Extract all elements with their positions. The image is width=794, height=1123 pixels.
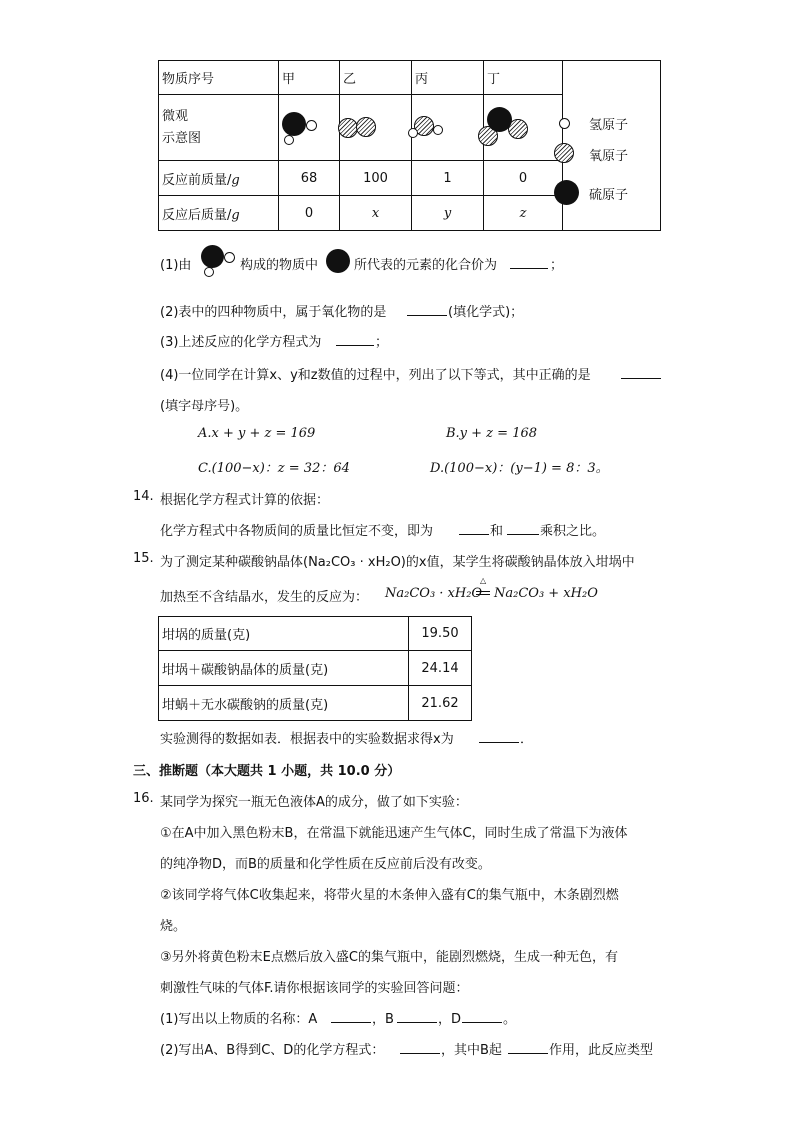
legend-oxygen — [554, 143, 654, 165]
q15-line1: 为了测定某种碳酸钠晶体(Na₂CO₃ · xH₂O)的x值，某学生将碳酸钠晶体放入坩埚中 — [160, 555, 635, 570]
mass-value: 19.50 — [409, 617, 472, 651]
col-jia: 甲 — [279, 61, 340, 95]
h2s-molecule-icon — [199, 243, 239, 279]
answer-blank[interactable] — [336, 345, 374, 346]
molecule-jia-icon — [280, 110, 320, 150]
table-header-label: 物质序号 — [159, 61, 279, 95]
q16-line1: 某同学为探究一瓶无色液体A的成分，做了如下实验： — [160, 795, 468, 810]
q16-number: 16. — [133, 791, 154, 806]
q13-p1-d: ； — [550, 258, 564, 273]
q16-line7: 刺激性气味的气体F.请你根据该同学的实验回答问题： — [160, 981, 469, 996]
mass-value: 24.14 — [409, 651, 472, 686]
option-b: B.y + z = 168 — [446, 426, 538, 441]
q13-p3-end: ； — [375, 335, 389, 350]
q15-line3-end: ． — [520, 732, 534, 747]
q13-p2-end: (填化学式)； — [448, 305, 524, 320]
after-bing: y — [412, 196, 484, 231]
mass-label: 坩埚的质量(克) — [159, 617, 409, 651]
table-row — [159, 651, 472, 686]
before-bing: 1 — [412, 161, 484, 196]
after-jia: 0 — [279, 196, 340, 231]
legend-h-label: 氢原子 — [589, 118, 629, 133]
after-yi: x — [340, 196, 412, 231]
q14-line2-c: 乘积之比。 — [540, 524, 606, 539]
legend-hydrogen — [557, 114, 657, 132]
answer-blank[interactable] — [397, 1022, 437, 1023]
answer-blank[interactable] — [459, 534, 489, 535]
answer-blank[interactable] — [400, 1053, 440, 1054]
answer-blank[interactable] — [479, 742, 519, 743]
micro-label-cell — [159, 95, 279, 161]
q13-p1-c: 所代表的元素的化合价为 — [354, 258, 498, 273]
q16-line9-c: 作用，此反应类型 — [549, 1043, 654, 1058]
table-row — [159, 617, 472, 651]
row-after-unit: g — [231, 207, 240, 223]
before-jia: 68 — [279, 161, 340, 196]
q16-line8-b: ，B — [372, 1012, 394, 1027]
mass-value: 21.62 — [409, 686, 472, 721]
q13-p1-a: (1)由 — [160, 258, 192, 273]
q16-line5: 烧。 — [160, 919, 187, 934]
q15-line2: 加热至不含结晶水，发生的反应为： — [160, 590, 369, 605]
equals-line-top — [476, 591, 490, 592]
q16-line4: ②该同学将气体C收集起来，将带火星的木条伸入盛有C的集气瓶中，木条剧烈燃 — [160, 888, 619, 903]
q16-line8-d: 。 — [503, 1012, 517, 1027]
heat-symbol: △ — [480, 576, 487, 585]
q16-line9-a: (2)写出A、B得到C、D的化学方程式： — [160, 1043, 385, 1058]
q14-number: 14. — [133, 489, 154, 504]
q16-line9-b: ，其中B起 — [441, 1043, 502, 1058]
table-row — [159, 686, 472, 721]
section-heading: 三、推断题（本大题共 1 小题，共 10.0 分） — [133, 764, 401, 779]
q16-line3: 的纯净物D，而B的质量和化学性质在反应前后没有改变。 — [160, 857, 491, 872]
before-yi: 100 — [340, 161, 412, 196]
equation-right: Na₂CO₃ + xH₂O — [494, 586, 598, 601]
q15-number: 15. — [133, 551, 154, 566]
mass-label: 坩蜗＋无水碳酸钠的质量(克) — [159, 686, 409, 721]
option-c: C.(100−x)：z = 32：64 — [198, 461, 350, 476]
mass-label: 坩埚＋碳酸钠晶体的质量(克) — [159, 651, 409, 686]
molecule-yi-icon — [338, 117, 382, 139]
q14-line1: 根据化学方程式计算的依据： — [160, 493, 330, 508]
molecule-bing-icon — [408, 114, 448, 144]
q13-p3: (3)上述反应的化学方程式为 — [160, 335, 322, 350]
q14-line2-a: 化学方程式中各物质间的质量比恒定不变，即为 — [160, 524, 434, 539]
row-after-text: 反应后质量/ — [162, 207, 232, 223]
before-ding: 0 — [484, 161, 563, 196]
row-before-unit: g — [231, 172, 240, 188]
q15-line3: 实验测得的数据如表．根据表中的实验数据求得x为 — [160, 732, 454, 747]
equation-left: Na₂CO₃ · xH₂O — [385, 586, 483, 601]
answer-blank[interactable] — [621, 378, 661, 379]
oxygen-atom-icon — [554, 143, 574, 163]
col-ding: 丁 — [484, 61, 563, 95]
answer-blank[interactable] — [407, 315, 447, 316]
q16-line8-a: (1)写出以上物质的名称：A — [160, 1012, 318, 1027]
col-bing: 丙 — [412, 61, 484, 95]
q13-p2: (2)表中的四种物质中，属于氧化物的是 — [160, 305, 387, 320]
after-ding: z — [484, 196, 563, 231]
answer-blank[interactable] — [508, 1053, 548, 1054]
q13-p1-b: 构成的物质中 — [240, 258, 319, 273]
mass-table — [158, 616, 472, 721]
answer-blank[interactable] — [462, 1022, 502, 1023]
q13-p4: (4)一位同学在计算x、y和z数值的过程中，列出了以下等式，其中正确的是 — [160, 368, 591, 383]
option-d: D.(100−x)：(y−1) = 8：3。 — [430, 461, 609, 476]
legend-s-label: 硫原子 — [589, 188, 629, 203]
micro-label-1: 微观 — [162, 108, 189, 124]
hydrogen-atom-icon — [559, 118, 570, 129]
q16-line8-c: ，D — [438, 1012, 462, 1027]
sulfur-atom-icon — [326, 249, 350, 273]
q16-line6: ③另外将黄色粉末E点燃后放入盛C的集气瓶中，能剧烈燃烧，生成一种无色，有 — [160, 950, 618, 965]
option-a: A.x + y + z = 169 — [198, 426, 316, 441]
answer-blank[interactable] — [331, 1022, 371, 1023]
answer-blank[interactable] — [507, 534, 539, 535]
sulfur-atom-icon — [554, 180, 579, 205]
q13-p4-b: (填字母序号)。 — [160, 399, 249, 414]
q16-line2: ①在A中加入黑色粉末B，在常温下就能迅速产生气体C，同时生成了常温下为液体 — [160, 826, 628, 841]
micro-label-2: 示意图 — [162, 130, 202, 146]
row-before-label — [159, 161, 279, 196]
equals-line-bottom — [476, 594, 490, 595]
row-before-text: 反应前质量/ — [162, 172, 232, 188]
legend-sulfur — [554, 180, 654, 206]
legend-o-label: 氧原子 — [589, 149, 629, 164]
molecule-ding-icon — [474, 105, 534, 151]
row-after-label — [159, 196, 279, 231]
col-yi: 乙 — [340, 61, 412, 95]
q14-line2-b: 和 — [490, 524, 504, 539]
answer-blank[interactable] — [510, 268, 548, 269]
